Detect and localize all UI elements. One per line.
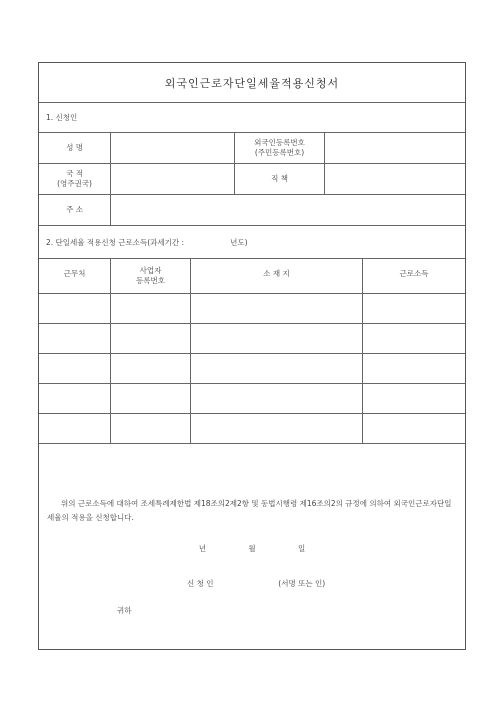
declaration-text: 위의 근로소득에 대하여 조세특례제한법 제18조의2제2항 및 동법시행령 제16조의2의 규정에 의하여 외국인근로자단일세율의 적용을 신청합니다. [47, 499, 452, 522]
reg-no-label-line1: 외국인등록번호 [254, 138, 305, 147]
address-label: 주 소 [39, 195, 111, 225]
location-cell[interactable] [191, 384, 363, 413]
income-cell[interactable] [363, 324, 465, 353]
position-label: 직 책 [235, 164, 325, 194]
biz-no-cell[interactable] [111, 414, 191, 443]
biz-no-cell[interactable] [111, 324, 191, 353]
workplace-cell[interactable] [39, 294, 111, 323]
recipient-line [117, 605, 132, 616]
location-cell[interactable] [191, 354, 363, 383]
section2-header [39, 226, 465, 259]
declaration-area [39, 445, 465, 649]
nationality-label-line1: 국 적 [66, 169, 83, 178]
section2-heading-text: 2. 단일세율 적용신청 근로소득(과세기간 : [46, 237, 185, 247]
nationality-field[interactable] [111, 164, 235, 194]
income-cell[interactable] [363, 354, 465, 383]
income-cell[interactable] [363, 384, 465, 413]
nationality-label [39, 164, 111, 194]
income-cell[interactable] [363, 294, 465, 323]
nationality-label-line2: (영주권국) [57, 179, 92, 188]
workplace-cell[interactable] [39, 414, 111, 443]
col-income: 근로소득 [399, 269, 429, 278]
date-year[interactable]: 년 [198, 544, 206, 553]
table-row [39, 324, 465, 354]
reg-no-label [235, 133, 325, 163]
workplace-cell[interactable] [39, 384, 111, 413]
table-row [39, 294, 465, 324]
table-row [39, 384, 465, 414]
section2-heading-suffix: 년도) [230, 237, 248, 247]
reg-no-field[interactable] [325, 133, 465, 163]
applicant-label: 신 청 인 [187, 579, 214, 588]
col-biz-no-line2: 등록번호 [136, 276, 165, 285]
applicant-row-name [39, 133, 465, 164]
name-field[interactable] [111, 133, 235, 163]
name-label: 성 명 [39, 133, 111, 163]
col-workplace: 근무처 [39, 259, 111, 293]
application-form [38, 62, 466, 650]
form-title: 외국인근로자단일세율적용신청서 [164, 76, 340, 90]
signature-line [187, 578, 325, 589]
sign-note: (서명 또는 인) [278, 579, 326, 588]
section1-heading: 1. 신청인 [46, 113, 78, 122]
date-line [39, 543, 465, 554]
applicant-row-address [39, 195, 465, 226]
workplace-cell[interactable] [39, 324, 111, 353]
date-month[interactable]: 월 [248, 544, 256, 553]
location-cell[interactable] [191, 324, 363, 353]
col-biz-no [111, 259, 191, 293]
biz-no-cell[interactable] [111, 384, 191, 413]
date-day[interactable]: 일 [298, 544, 306, 553]
recipient-suffix: 귀하 [117, 606, 132, 615]
address-field[interactable] [111, 195, 465, 225]
section2-heading [46, 226, 248, 258]
location-cell[interactable] [191, 414, 363, 443]
biz-no-cell[interactable] [111, 294, 191, 323]
biz-no-cell[interactable] [111, 354, 191, 383]
table-row [39, 414, 465, 444]
position-field[interactable] [325, 164, 465, 194]
table-row [39, 354, 465, 384]
applicant-row-nationality [39, 164, 465, 195]
col-location: 소 재 지 [191, 259, 363, 293]
section1-header [39, 103, 465, 133]
title-row [39, 63, 465, 103]
reg-no-label-line2: (주민등록번호) [254, 148, 305, 157]
location-cell[interactable] [191, 294, 363, 323]
col-biz-no-line1: 사업자 [139, 266, 162, 275]
income-cell[interactable] [363, 414, 465, 443]
workplace-cell[interactable] [39, 354, 111, 383]
income-table-header [39, 259, 465, 294]
